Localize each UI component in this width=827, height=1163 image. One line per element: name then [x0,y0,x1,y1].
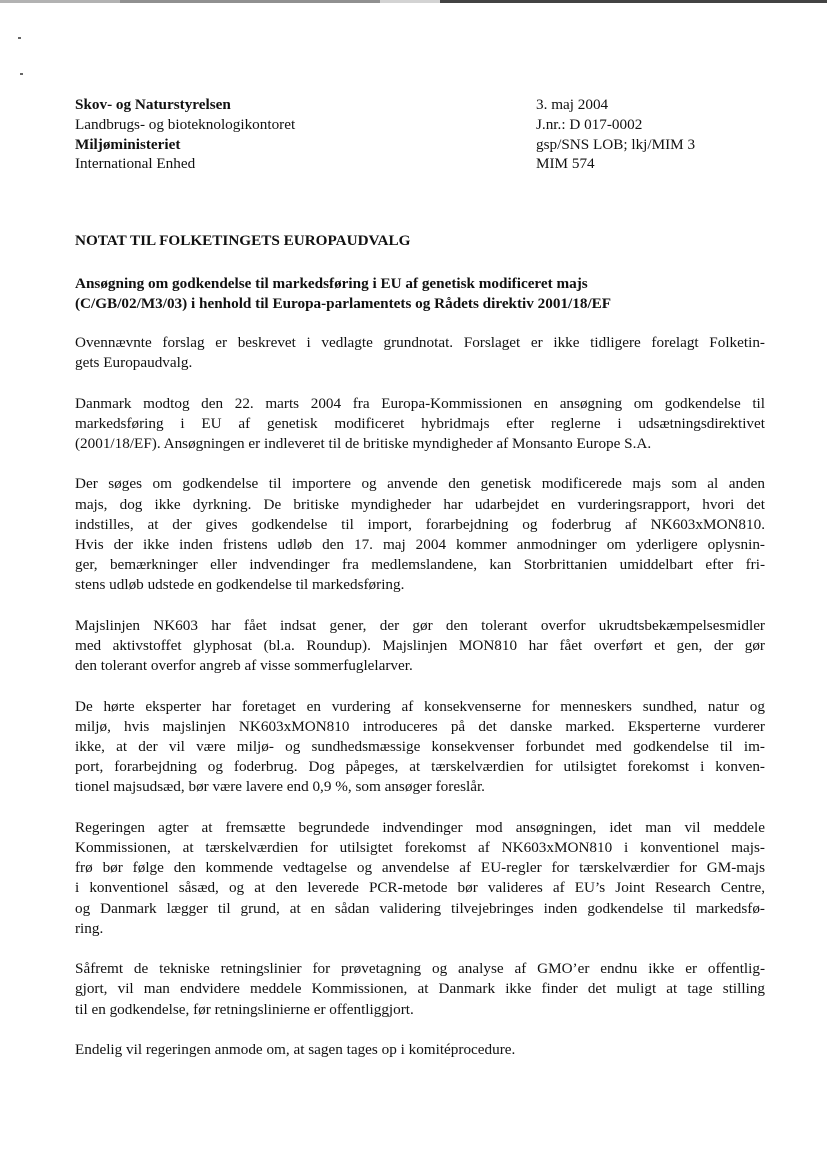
body-paragraph [75,333,765,373]
paragraph-line: markedsføring i EU af genetisk modificeret hybridmajs efter reglerne i udsætningsdirektivet [75,414,765,432]
body-paragraph [75,959,765,1020]
body-paragraph [75,394,765,455]
paragraph-line: frø bør følge den kommende vedtagelse og anvendelse af EU-regler for tærskelværdier for GM-majs [75,859,765,877]
journal-number: J.nr.: D 017-0002 [536,115,643,133]
paragraph-line: til en godkendelse, før retningslinierne er offentliggjort. [75,1000,414,1018]
scan-edge-artifact [0,0,827,6]
paragraph-line: og Danmark lægger til grund, at en sådan validering tilvejebringes inden godkendelse til markedsfø- [75,899,765,917]
paragraph-line: port, forarbejdning og foderbrug. Dog påpeges, at tærskelværdien for utilsigtet forekomst i konven- [75,758,765,776]
subject-line: Ansøgning om godkendelse til markedsføring i EU af genetisk modificeret majs [75,275,588,292]
body-paragraph [75,616,765,677]
reference-block [536,95,695,174]
scan-speck [18,37,21,39]
paragraph-line: i konventionel såsæd, og at den leverede PCR-metode bør valideres af EU’s Joint Research Centre, [75,879,765,897]
paragraph-line: Ovennævnte forslag er beskrevet i vedlagte grundnotat. Forslaget er ikke tidligere forelagt Folketin- [75,334,765,351]
paragraph-line: Kommissionen, at tærskelværdien for utilsigtet forekomst af NK603xMON810 i konventionel majs- [75,839,765,856]
paragraph-line: De hørte eksperter har foretaget en vurdering af konsekvenserne for menneskers sundhed, natur og [75,697,765,715]
sender-block [75,95,295,174]
subject-line: (C/GB/02/M3/03) i henhold til Europa-parlamentets og Rådets direktiv 2001/18/EF [75,295,612,312]
subject-heading [75,274,765,314]
body-paragraph [75,1040,765,1060]
paragraph-line: ikke, at der vil være miljø- og sundhedsmæssige konsekvenser forbundet med godkendelse til im- [75,738,765,755]
paragraph-line: ger, bemærkninger eller indvendinger fra medlemslandene, kan Storbrittanien umiddelbart efter fri- [75,556,765,574]
mim-number: MIM 574 [536,155,595,173]
sender-ministry: Miljøministeriet [75,135,181,153]
sender-unit: International Enhed [75,155,196,173]
document-title: NOTAT TIL FOLKETINGETS EUROPAUDVALG [75,232,411,249]
paragraph-line: Endelig vil regeringen anmode om, at sagen tages op i komitéprocedure. [75,1041,516,1058]
sender-office: Landbrugs- og bioteknologikontoret [75,115,296,133]
paragraph-line: gjort, vil man endvidere meddele Kommissionen, at Danmark ikke finder det muligt at tage stilling [75,980,765,998]
paragraph-line: den tolerant overfor angreb af visse sommerfuglelarver. [75,657,413,675]
paragraph-line: Majslinjen NK603 har fået indsat gener, der gør den tolerant overfor ukrudtsbekæmpelsesmidler [75,616,765,634]
paragraph-line: Hvis der ikke inden fristens udløb den 17. maj 2004 kommer anmodninger om yderligere oplysnin- [75,536,765,553]
paragraph-line: stens udløb udstede en godkendelse til markedsføring. [75,576,405,594]
paragraph-line: indstilles, at der gives godkendelse til import, forarbejdning og foderbrug af NK603xMON810. [75,515,765,533]
paragraph-line: med aktivstoffet glyphosat (bl.a. Roundup). Majslinjen MON810 har fået overført et gen, der gør [75,637,765,654]
body-paragraph [75,818,765,939]
case-initials: gsp/SNS LOB; lkj/MIM 3 [536,135,696,153]
paragraph-line: tionel majsudsæd, bør være lavere end 0,9 %, som ansøger foreslår. [75,778,485,796]
paragraph-line: ring. [75,919,104,937]
paragraph-line: Regeringen agter at fremsætte begrundede indvendinger mod ansøgningen, idet man vil meddele [75,818,765,836]
document-date: 3. maj 2004 [536,96,609,113]
document-body [75,333,765,1080]
body-paragraph [75,474,765,595]
scan-speck [20,73,23,75]
paragraph-line: (2001/18/EF). Ansøgningen er indleveret til de britiske myndigheder af Monsanto Europe S.A. [75,435,652,452]
paragraph-line: majs, dog ikke dyrkning. De britiske myndigheder har udarbejdet en vurderingsrapport, hvori det [75,495,765,513]
paragraph-line: Danmark modtog den 22. marts 2004 fra Europa-Kommissionen en ansøgning om godkendelse til [75,394,765,412]
paragraph-line: gets Europaudvalg. [75,354,193,372]
paragraph-line: Der søges om godkendelse til importere og anvende den genetisk modificerede majs som al anden [75,475,765,493]
paragraph-line: miljø, hvis majslinjen NK603xMON810 introduceres på det danske marked. Eksperterne vurderer [75,717,765,735]
sender-agency: Skov- og Naturstyrelsen [75,96,231,113]
body-paragraph [75,697,765,798]
paragraph-line: Såfremt de tekniske retningslinier for prøvetagning og analyse af GMO’er endnu ikke er offentlig- [75,960,765,978]
